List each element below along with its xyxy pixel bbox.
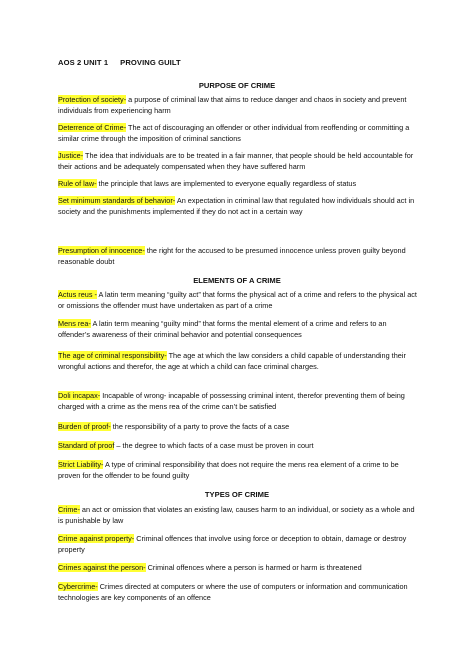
section-heading: ELEMENTS OF A CRIME [193,276,281,285]
glossary-term: Crimes against the person- [58,563,146,572]
glossary-definition: the responsibility of a party to prove the facts of a case [110,422,290,431]
glossary-entry [58,390,418,412]
glossary-term: Crime against property- [58,534,135,543]
glossary-term: Cybercrime- [58,582,98,591]
glossary-entry [58,94,418,116]
section-heading: PURPOSE OF CRIME [198,81,276,90]
glossary-entry [58,195,418,217]
glossary-entry [58,318,418,340]
glossary-term: Burden of proof- [58,422,111,431]
glossary-term: Protection of society- [58,95,127,104]
glossary-term: Strict Liability- [58,460,104,469]
glossary-entry [58,581,418,603]
glossary-entry [58,562,418,573]
glossary-entry [58,122,418,144]
glossary-term: Deterrence of Crime- [58,123,127,132]
glossary-term: Set minimum standards of behavior- [58,196,176,205]
glossary-entry [58,459,418,481]
glossary-definition: A latin term meaning “guilty act” that forms the physical act of a crime and refers to the physical act or omissions the offender must have undertaken as part of a crime [58,290,417,311]
glossary-term: Actus reus - [58,290,97,299]
glossary-entry [58,150,418,172]
glossary-definition: Incapable of wrong- incapable of possessing criminal intent, therefor preventing them of being charged with a crime as the mens rea of the crime can’t be satisfied [58,391,405,412]
glossary-definition: Criminal offences where a person is harmed or harm is threatened [145,563,362,572]
glossary-definition: Criminal offences that involve using force or deception to obtain, damage or destroy property [58,534,407,555]
glossary-term: Mens rea- [58,319,91,328]
glossary-entry [58,421,418,432]
glossary-entry [58,289,418,311]
glossary-term: Presumption of innocence- [58,246,145,255]
glossary-term: Standard of proof [58,441,115,450]
glossary-definition: The act of discouraging an offender or other individual from reoffending or committing a similar crime through the imposition of criminal sanctions [58,123,410,144]
glossary-definition: The age at which the law considers a child capable of understanding their wrongful actions and therefor, the age at which a child can face criminal charges. [58,351,406,372]
topic-label: PROVING GUILT [120,58,181,67]
glossary-definition: an act or omission that violates an existing law, causes harm to an individual, or society as a whole and is punishable by law [58,505,415,526]
glossary-definition: Crimes directed at computers or where the use of computers or information and communication technologies are key components of an offence [58,582,408,603]
glossary-term: Crime- [58,505,80,514]
unit-label: AOS 2 UNIT 1 [58,58,109,67]
glossary-entry [58,440,418,451]
glossary-term: Doli incapax- [58,391,101,400]
glossary-entry [58,245,418,267]
glossary-entry [58,350,418,372]
glossary-entry [58,504,418,526]
glossary-definition: – the degree to which facts of a case must be proven in court [114,441,314,450]
glossary-definition: a purpose of criminal law that aims to reduce danger and chaos in society and prevent individuals from experiencing harm [58,95,407,116]
glossary-definition: An expectation in criminal law that regulated how individuals should act in society and the punishments implemented if they do not act in a certain way [58,196,415,217]
glossary-entry [58,178,418,189]
glossary-definition: A latin term meaning “guilty mind” that forms the mental element of a crime and refers to an offender’s awareness of their criminal behavior and potential consequences [58,319,387,340]
document-title [58,58,181,67]
glossary-definition: the principle that laws are implemented to everyone equally regardless of status [96,179,357,188]
glossary-definition: The idea that individuals are to be treated in a fair manner, that people should be held accountable for their actions and be adequately compensated when they have suffered harm [58,151,414,172]
section-heading: TYPES OF CRIME [204,490,270,499]
glossary-definition: the right for the accused to be presumed innocence unless proven guilty beyond reasonable doubt [58,246,406,267]
glossary-definition: A type of criminal responsibility that does not require the mens rea element of a crime to be proven for the offender to be found guilty [58,460,399,481]
glossary-term: Justice- [58,151,84,160]
glossary-term: The age of criminal responsibility- [58,351,167,360]
glossary-term: Rule of law- [58,179,97,188]
glossary-entry [58,533,418,555]
